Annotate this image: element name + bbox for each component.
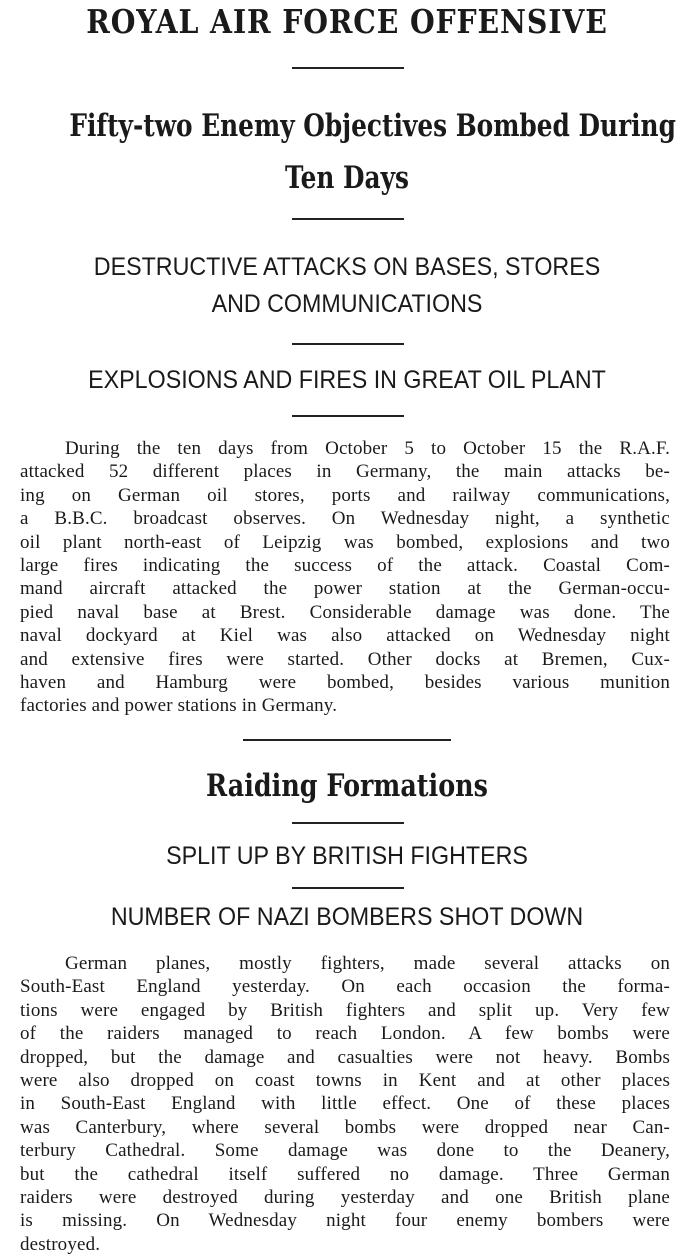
section-divider bbox=[243, 739, 451, 741]
headline-2: Raiding Formations bbox=[206, 768, 488, 804]
deck-line-1: DESTRUCTIVE ATTACKS ON BASES, STORES bbox=[93, 253, 601, 281]
body-line: is missing. On Wednesday night four enemy bombers were bbox=[20, 1210, 670, 1232]
body-line: tions were engaged by British fighters and split up. Very few bbox=[20, 999, 670, 1021]
body-line: terbury Cathedral. Some damage was done to the Deanery, bbox=[20, 1140, 670, 1162]
body-line: haven and Hamburg were bombed, besides various munition bbox=[20, 671, 670, 693]
article-body-2 bbox=[20, 952, 670, 1256]
deck-2: EXPLOSIONS AND FIRES IN GREAT OIL PLANT bbox=[88, 366, 606, 394]
body-line: factories and power stations in Germany. bbox=[20, 695, 338, 717]
article-body bbox=[20, 437, 670, 718]
body-line: destroyed. bbox=[20, 1233, 101, 1255]
body-line: oil plant north-east of Leipzig was bombed, explosions and two bbox=[20, 531, 670, 553]
body-line: attacked 52 different places in Germany, the main attacks be- bbox=[20, 461, 670, 483]
body-line: of the raiders managed to reach London. A few bombs were bbox=[20, 1023, 670, 1045]
body-line: were also dropped on coast towns in Kent and at other places bbox=[20, 1069, 670, 1091]
body-line: pied naval base at Brest. Considerable damage was done. The bbox=[20, 601, 670, 623]
body-line: ing on German oil stores, ports and railway communications, bbox=[20, 484, 670, 506]
subheadline-line-2: Ten Days bbox=[285, 160, 409, 196]
body-line: German planes, mostly fighters, made several attacks on bbox=[65, 953, 670, 974]
body-line: mand aircraft attacked the power station at the German-occu- bbox=[20, 578, 670, 600]
body-line: During the ten days from October 5 to October 15 the R.A.F. bbox=[65, 438, 670, 459]
body-line: in South-East England with little effect. One of these places bbox=[20, 1093, 670, 1115]
divider bbox=[292, 887, 404, 889]
body-line: large fires indicating the success of the attack. Coastal Com- bbox=[20, 554, 670, 576]
headline: ROYAL AIR FORCE OFFENSIVE bbox=[86, 2, 608, 41]
divider bbox=[292, 218, 404, 220]
divider bbox=[292, 343, 404, 345]
body-line: was Canterbury, where several bombs were dropped near Can- bbox=[20, 1116, 670, 1138]
deck-line-2: AND COMMUNICATIONS bbox=[211, 290, 483, 318]
divider bbox=[292, 67, 404, 69]
divider bbox=[292, 822, 404, 824]
body-line: raiders were destroyed during yesterday and one British plane bbox=[20, 1186, 670, 1208]
body-line: naval dockyard at Kiel was also attacked on Wednesday night bbox=[20, 625, 670, 647]
divider bbox=[292, 415, 404, 417]
deck-3: SPLIT UP BY BRITISH FIGHTERS bbox=[166, 842, 528, 870]
deck-4: NUMBER OF NAZI BOMBERS SHOT DOWN bbox=[110, 903, 584, 931]
subheadline-line-1: Fifty-two Enemy Objectives Bombed During bbox=[69, 108, 676, 144]
body-line: and extensive fires were started. Other docks at Bremen, Cux- bbox=[20, 648, 670, 670]
body-line: but the cathedral itself suffered no damage. Three German bbox=[20, 1163, 670, 1185]
body-line: dropped, but the damage and casualties were not heavy. Bombs bbox=[20, 1046, 670, 1068]
body-line: South-East England yesterday. On each occasion the forma- bbox=[20, 976, 670, 998]
body-line: a B.B.C. broadcast observes. On Wednesday night, a synthetic bbox=[20, 508, 670, 530]
